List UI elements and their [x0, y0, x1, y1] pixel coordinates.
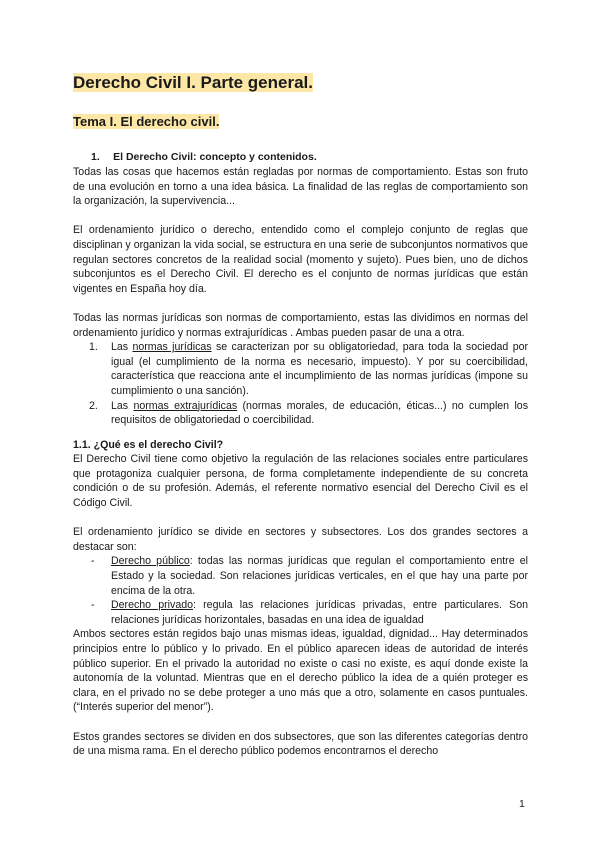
sectors-list: [73, 554, 528, 627]
norms-list: [73, 340, 528, 428]
paragraph: Todas las normas jurídicas son normas de comportamiento, estas las dividimos en normas del ordenamiento jurídico y normas extrajurídicas . Ambas pueden pasar de una a otra.: [73, 311, 528, 339]
tema-block: [73, 113, 528, 131]
term-underlined: normas jurídicas: [132, 341, 212, 354]
subsection-heading: 1.1. ¿Qué es el derecho Civil?: [73, 438, 224, 451]
list-text: (normas morales, de educación, éticas...) no cumplen los requisitos de obligatoriedad o coercibilidad.: [111, 399, 528, 427]
paragraph: El ordenamiento jurídico se divide en sectores y subsectores. Los dos grandes sectores a destacar son:: [73, 526, 528, 553]
list-marker: 2.: [89, 399, 98, 412]
paragraph: El ordenamiento jurídico o derecho, entendido como el complejo conjunto de reglas que disciplinan y organizan la vida social, se estructura en una serie de subconjuntos normativos que regulan sectores concretos de la realidad social (momento y sujeto). Pues bien, uno de dichos subconjuntos es el Derecho Civil. El derecho es el conjunto de normas jurídicas que están vigentes en España hoy día.: [73, 224, 528, 295]
section-1-heading: [73, 147, 528, 165]
page-number: 1: [519, 798, 525, 810]
page-content: [73, 66, 528, 759]
subsection-heading-block: [73, 438, 528, 453]
list-item: [73, 399, 528, 428]
list-text: : todas las normas jurídicas que regulan el comportamiento entre el Estado y la sociedad. Son relaciones jurídicas verticales, en el que hay una parte por encima de la otra.: [111, 555, 528, 597]
list-marker: -: [91, 599, 95, 612]
paragraph: Todas las cosas que hacemos están regladas por normas de comportamiento. Estas son fruto de una evolución en torno a una idea básica. La finalidad de las reglas de comportamiento son la organización, la supervivencia...: [73, 166, 528, 208]
term-underlined: Derecho privado: [111, 599, 193, 612]
list-item: [73, 340, 528, 398]
tema-heading: Tema I. El derecho civil.: [73, 114, 220, 129]
list-marker: -: [91, 555, 95, 568]
list-text: se caracterizan por su obligatoriedad, para toda la sociedad por igual (el cumplimiento de la norma es necesario, impuesto). Y por su coercibilidad, característica que reacciona ante el incumplimiento de las normas jurídicas (impone su cumplimiento o una sanción).: [111, 341, 529, 397]
paragraph: Ambos sectores están regidos bajo unas mismas ideas, igualdad, dignidad... Hay determinados principios entre lo público y lo privado. En el público aparecen ideas de autoridad de interés público superior. En el privado la autoridad no existe o casi no existe, es aquí donde existe la autonomía de la voluntad. Mientras que en el derecho público la idea de a quién proteger es clara, en el privado no se debe proteger a uno más que a otro, solamente en casos puntuales. (“Interés superior del menor”).: [73, 628, 528, 714]
title-block: [73, 72, 528, 94]
section-1-title: El Derecho Civil: concepto y contenidos.: [113, 151, 317, 163]
document-title: Derecho Civil I. Parte general.: [73, 73, 313, 92]
list-item: [73, 598, 528, 627]
list-item: [73, 554, 528, 598]
term-underlined: Derecho público: [111, 555, 190, 568]
list-text: Las: [111, 399, 134, 412]
list-marker: 1.: [89, 341, 98, 354]
paragraph: El Derecho Civil tiene como objetivo la regulación de las relaciones sociales entre particulares que protagoniza cualquier persona, de forma completamente independiente de su concreta condición o de su profesión. Además, el referente normativo esencial del Derecho Civil es el Código Civil.: [73, 453, 528, 510]
term-underlined: normas extrajurídicas: [133, 399, 238, 412]
list-text: : regula las relaciones jurídicas privadas, entre particulares. Son relaciones jurídicas horizontales, basadas en una idea de igualdad: [111, 599, 528, 626]
section-1-number: 1.: [91, 151, 100, 163]
paragraph: Estos grandes sectores se dividen en dos subsectores, que son las diferentes categorías dentro de una misma rama. En el derecho público podemos encontrarnos el derecho: [73, 730, 528, 758]
list-text: Las: [111, 341, 133, 354]
